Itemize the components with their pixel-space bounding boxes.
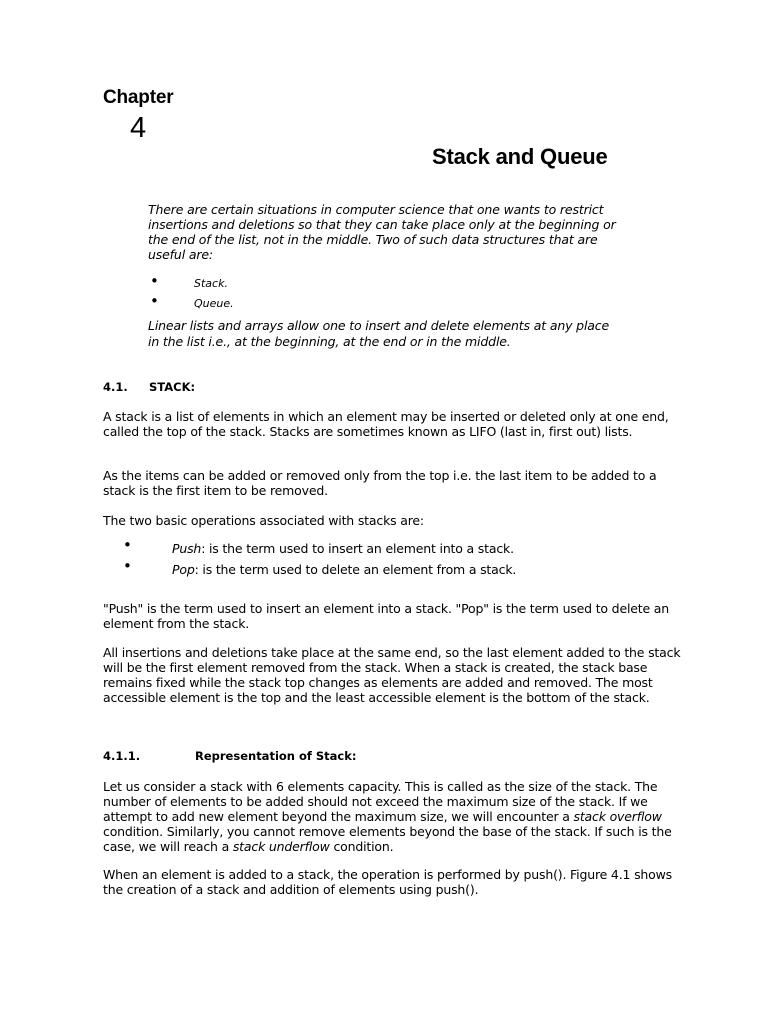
bullet-icon: •	[150, 272, 159, 290]
chapter-label: Chapter	[103, 87, 174, 108]
operation-push	[172, 541, 514, 556]
subsection-title: Representation of Stack:	[195, 749, 357, 763]
stack-overflow-term: stack overflow	[573, 809, 662, 824]
representation-paragraph	[103, 779, 683, 854]
push-pop-paragraph: "Push" is the term used to insert an element into a stack. "Pop" is the term used to delete an element from the stack.	[103, 601, 670, 631]
intro-closing-paragraph: Linear lists and arrays allow one to insert and delete elements at any place in the list i.e., at the beginning, at the end or in the middle.	[148, 318, 610, 349]
operation-desc: : is the term used to delete an element from a stack.	[194, 562, 517, 577]
chapter-number: 4	[130, 112, 147, 144]
stack-top-paragraph: As the items can be added or removed only from the top i.e. the last item to be added to a stack is the first item to be removed.	[103, 468, 657, 498]
subsection-number: 4.1.1.	[103, 749, 141, 763]
text-run: condition. Similarly, you cannot remove elements beyond the base of the stack. If such is the case, we will reach a	[103, 824, 672, 854]
text-run: condition.	[329, 839, 394, 854]
section-title: STACK:	[149, 380, 196, 394]
push-operation-paragraph: When an element is added to a stack, the operation is performed by push(). Figure 4.1 shows the creation of a stack and addition of elements using push().	[103, 867, 672, 897]
bullet-icon: •	[123, 536, 132, 554]
bullet-text-queue: Queue.	[194, 297, 234, 310]
operation-term: Pop	[172, 562, 195, 577]
bullet-icon: •	[123, 557, 132, 575]
operation-desc: : is the term used to insert an element into a stack.	[201, 541, 514, 556]
stack-underflow-term: stack underflow	[232, 839, 330, 854]
bullet-text-stack: Stack.	[194, 277, 228, 290]
bullet-icon: •	[150, 292, 159, 310]
intro-paragraph: There are certain situations in computer science that one wants to restrict insertions and deletions so that they can take place only at the beginning or the end of the list, not in the middle. Two of such data structures that are useful are:	[148, 202, 616, 262]
operation-pop	[172, 562, 516, 577]
stack-behaviour-paragraph: All insertions and deletions take place at the same end, so the last element added to the stack will be the first element removed from the stack. When a stack is created, the stack base remains fixed while the stack top changes as elements are added and removed. The most accessible element is the top and the least accessible element is the bottom of the stack.	[103, 645, 681, 705]
operation-term: Push	[172, 541, 202, 556]
text-run: Let us consider a stack with 6 elements capacity. This is called as the size of the stack. The number of elements to be added should not exceed the maximum size of the stack. If we attempt to add new element beyond the maximum size, we will encounter a	[103, 779, 658, 824]
chapter-title: Stack and Queue	[432, 144, 608, 169]
stack-definition-paragraph: A stack is a list of elements in which an element may be inserted or deleted only at one end, called the top of the stack. Stacks are sometimes known as LIFO (last in, first out) lists.	[103, 409, 669, 439]
section-number: 4.1.	[103, 380, 128, 394]
operations-intro-paragraph: The two basic operations associated with stacks are:	[103, 513, 424, 528]
